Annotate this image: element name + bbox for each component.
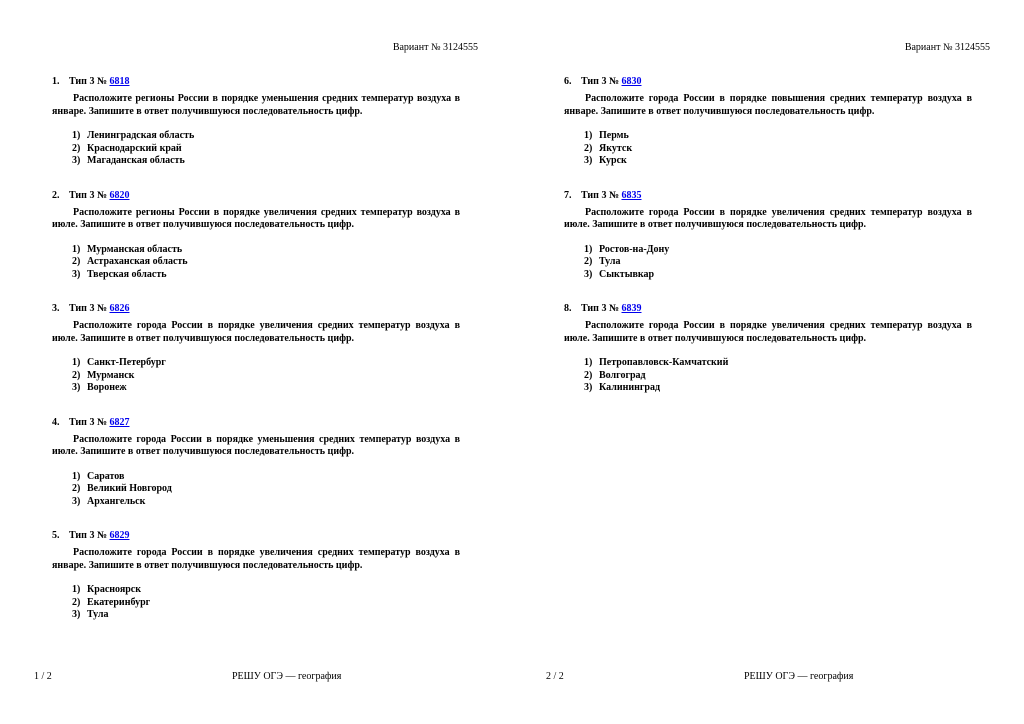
task-number: 2.: [52, 189, 60, 201]
option-text: Тула: [599, 256, 621, 267]
option-number: 2): [584, 256, 593, 267]
task-type: Тип 3 №: [69, 530, 110, 541]
option-3: [52, 269, 460, 282]
option-number: 1): [584, 130, 593, 141]
option-number: 2): [72, 256, 81, 267]
option-text: Магаданская область: [87, 155, 185, 166]
task-link[interactable]: 6835: [621, 189, 642, 201]
option-2: [52, 597, 460, 610]
task-question: Расположите регионы России в порядке уменьшения средних температур воздуха в январе. Запишите в ответ получившуюся последовательность цифр.: [52, 93, 460, 117]
option-text: Архангельск: [87, 495, 146, 507]
option-3: [564, 382, 972, 395]
task-question: Расположите регионы России в порядке увеличения средних температур воздуха в июле. Запишите в ответ получившуюся последовательность цифр.: [52, 206, 460, 230]
task-list: [52, 76, 460, 644]
task-question: Расположите города России в порядке увеличения средних температур воздуха в июле. Запишите в ответ получившуюся последовательность цифр.: [52, 320, 460, 344]
option-1: [52, 130, 460, 143]
option-number: 3): [584, 382, 593, 393]
option-text: Волгоград: [599, 369, 646, 381]
task-link[interactable]: 6827: [109, 416, 130, 428]
option-text: Екатеринбург: [87, 596, 151, 608]
site-name: РЕШУ ОГЭ — география: [232, 671, 342, 682]
option-text: Калининград: [599, 382, 661, 393]
task-1: [52, 76, 460, 168]
task-heading: [564, 76, 972, 88]
task-link[interactable]: 6826: [109, 303, 130, 314]
variant-header: Вариант № 3124555: [904, 42, 990, 53]
option-text: Санкт-Петербург: [87, 357, 166, 368]
option-text: Ростов-на-Дону: [599, 243, 670, 255]
task-heading: [52, 530, 460, 542]
option-text: Петропавловск-Камчатский: [599, 357, 729, 368]
task-link[interactable]: 6830: [621, 76, 642, 87]
option-text: Ленинградская область: [87, 130, 195, 141]
task-6: [564, 76, 972, 168]
option-text: Сыктывкар: [599, 268, 655, 280]
option-3: [564, 155, 972, 168]
option-number: 1): [72, 357, 81, 368]
task-heading: [52, 303, 460, 315]
option-number: 2): [72, 596, 81, 608]
option-number: 1): [72, 470, 81, 482]
option-1: [564, 357, 972, 370]
site-name: РЕШУ ОГЭ — география: [744, 671, 854, 682]
option-number: 1): [72, 584, 81, 595]
task-type: Тип 3 №: [69, 416, 110, 428]
task-question: Расположите города России в порядке уменьшения средних температур воздуха в июле. Запишите в ответ получившуюся последовательность цифр.: [52, 433, 460, 457]
option-text: Саратов: [87, 470, 125, 482]
task-heading: [564, 303, 972, 315]
option-3: [52, 609, 460, 622]
option-number: 2): [72, 483, 81, 494]
option-number: 1): [584, 243, 593, 255]
task-link[interactable]: 6818: [109, 76, 130, 87]
page-number: 2 / 2: [546, 671, 564, 682]
task-heading: [564, 190, 972, 202]
option-number: 3): [72, 382, 81, 393]
task-link[interactable]: 6829: [109, 530, 130, 541]
option-1: [52, 584, 460, 597]
task-heading: [52, 76, 460, 88]
task-question: Расположите города России в порядке увеличения средних температур воздуха в июле. Запишите в ответ получившуюся последовательность цифр.: [564, 206, 972, 230]
task-question: Расположите города России в порядке повышения средних температур воздуха в январе. Запишите в ответ получившуюся последовательность цифр.: [564, 93, 972, 117]
task-type: Тип 3 №: [581, 189, 622, 201]
task-type: Тип 3 №: [69, 303, 110, 314]
option-1: [564, 130, 972, 143]
option-2: [564, 256, 972, 269]
option-text: Тверская область: [87, 268, 167, 280]
option-number: 2): [584, 369, 593, 381]
option-text: Пермь: [599, 130, 629, 141]
task-heading: [52, 417, 460, 429]
task-type: Тип 3 №: [69, 76, 110, 87]
page-number: 1 / 2: [34, 671, 52, 682]
task-link[interactable]: 6839: [621, 303, 642, 314]
option-number: 2): [72, 369, 81, 381]
option-3: [52, 382, 460, 395]
option-number: 1): [72, 243, 81, 255]
task-number: 1.: [52, 76, 60, 87]
variant-header: Вариант № 3124555: [392, 42, 478, 53]
task-question: Расположите города России в порядке увеличения средних температур воздуха в июле. Запишите в ответ получившуюся последовательность цифр.: [564, 320, 972, 344]
task-number: 5.: [52, 530, 60, 541]
option-1: [564, 244, 972, 257]
task-5: [52, 530, 460, 622]
page-2: [512, 0, 1024, 724]
option-text: Мурманск: [87, 369, 135, 381]
option-text: Мурманская область: [87, 243, 183, 255]
option-3: [564, 269, 972, 282]
task-4: [52, 417, 460, 509]
task-type: Тип 3 №: [581, 303, 622, 314]
task-question: Расположите города России в порядке увеличения средних температур воздуха в январе. Запишите в ответ получившуюся последовательность цифр.: [52, 547, 460, 571]
option-number: 3): [72, 268, 81, 280]
task-2: [52, 190, 460, 282]
option-2: [52, 256, 460, 269]
option-text: Великий Новгород: [87, 483, 172, 494]
task-list: [564, 76, 972, 417]
task-number: 8.: [564, 303, 572, 314]
option-number: 3): [584, 268, 593, 280]
option-3: [52, 155, 460, 168]
option-number: 2): [584, 142, 593, 154]
option-2: [52, 370, 460, 383]
task-7: [564, 190, 972, 282]
option-2: [52, 143, 460, 156]
option-1: [52, 471, 460, 484]
task-number: 6.: [564, 76, 572, 87]
option-text: Якутск: [599, 142, 633, 154]
option-1: [52, 357, 460, 370]
task-number: 7.: [564, 189, 572, 201]
option-number: 3): [72, 495, 81, 507]
option-number: 3): [72, 609, 81, 620]
option-number: 1): [72, 130, 81, 141]
option-number: 3): [72, 155, 81, 166]
option-text: Красноярск: [87, 584, 141, 595]
option-2: [564, 143, 972, 156]
option-text: Курск: [599, 155, 627, 166]
task-number: 3.: [52, 303, 60, 314]
option-2: [52, 483, 460, 496]
option-number: 2): [72, 142, 81, 154]
option-text: Краснодарский край: [87, 142, 182, 154]
task-type: Тип 3 №: [69, 189, 110, 201]
task-link[interactable]: 6820: [109, 189, 130, 201]
task-8: [564, 303, 972, 395]
option-number: 3): [584, 155, 593, 166]
option-number: 1): [584, 357, 593, 368]
option-text: Тула: [87, 609, 109, 620]
option-text: Астраханская область: [87, 256, 188, 267]
option-1: [52, 244, 460, 257]
task-heading: [52, 190, 460, 202]
option-2: [564, 370, 972, 383]
option-text: Воронеж: [87, 382, 127, 393]
task-type: Тип 3 №: [581, 76, 622, 87]
option-3: [52, 496, 460, 509]
task-number: 4.: [52, 416, 60, 428]
task-3: [52, 303, 460, 395]
